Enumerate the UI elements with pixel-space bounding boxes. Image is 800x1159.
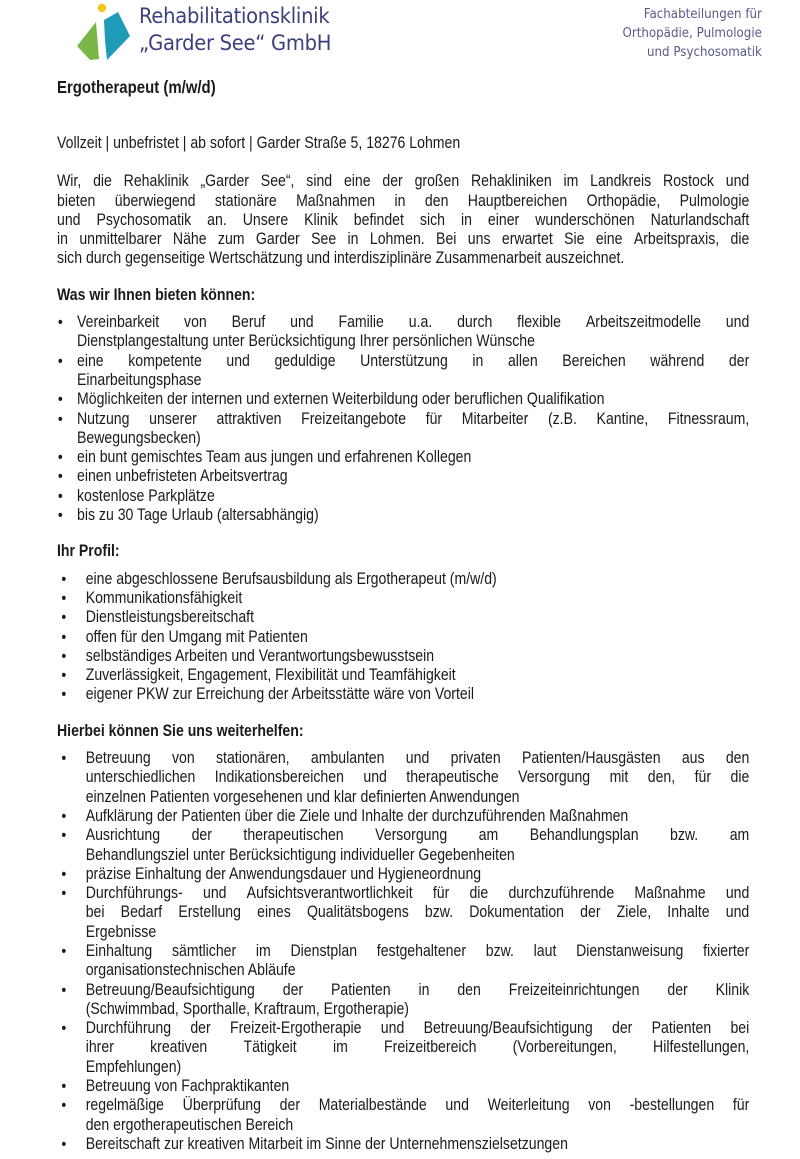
- profile-heading: Ihr Profil:: [57, 542, 120, 561]
- word: eine: [595, 230, 623, 249]
- word: in: [347, 230, 359, 249]
- word: der: [667, 980, 688, 999]
- word: der: [282, 980, 304, 999]
- word: unterschiedlichen: [85, 768, 196, 787]
- word: Vereinbarkeit: [77, 313, 160, 332]
- tasks-list: [57, 749, 749, 1154]
- text-line: Empfehlungen): [85, 1057, 182, 1076]
- list-item: [57, 352, 749, 391]
- word: im: [255, 941, 271, 960]
- word: bzw.: [424, 903, 454, 922]
- word: therapeutischen: [243, 826, 344, 845]
- word: Bei: [436, 230, 457, 249]
- word: und: [290, 313, 314, 332]
- word: in: [57, 230, 68, 249]
- word: therapeutische: [406, 768, 499, 787]
- word: Bedarf: [120, 903, 163, 922]
- offer-heading: Was wir Ihnen bieten können:: [57, 285, 256, 304]
- word: „Garder: [200, 172, 249, 191]
- word: Maßnahme: [634, 884, 706, 903]
- word: Aufsichtsverantwortlichkeit: [246, 884, 413, 903]
- word: großen: [414, 172, 460, 191]
- job-title: Ergotherapeut (m/w/d): [57, 77, 216, 97]
- text-line: [86, 1019, 750, 1038]
- word: Fitnessraum,: [667, 409, 750, 428]
- word: Nähe: [172, 230, 207, 249]
- word: bei: [85, 903, 105, 922]
- word: mit: [609, 768, 629, 787]
- word: Hauptbereichen: [467, 191, 568, 210]
- bullet-icon: •: [61, 667, 67, 685]
- bullet-icon: •: [61, 609, 67, 627]
- list-item: [57, 467, 749, 486]
- word: in: [472, 351, 484, 370]
- word: laut: [533, 941, 557, 960]
- word: Garder: [255, 230, 300, 249]
- word: Freizeitangebote: [301, 409, 407, 428]
- bullet-icon: •: [61, 1097, 67, 1115]
- bullet-icon: •: [57, 352, 63, 370]
- word: Freizeiteinrichtungen: [508, 980, 640, 999]
- word: allen: [507, 351, 538, 370]
- list-item: [57, 749, 749, 807]
- word: und: [202, 884, 227, 903]
- list-item: [57, 981, 749, 1020]
- word: Rehakliniken: [471, 172, 552, 191]
- word: Überprüfung: [182, 1096, 261, 1115]
- list-item: [57, 608, 749, 627]
- clinic-logo-text: [139, 3, 331, 57]
- list-item: [57, 313, 749, 352]
- word: Unsere: [242, 210, 289, 229]
- word: von: [588, 1096, 611, 1115]
- word: am: [729, 826, 750, 845]
- text-line: eine abgeschlossene Berufsausbildung als Ergotherapeut (m/w/d): [85, 569, 497, 588]
- profile-list: [57, 570, 749, 705]
- word: geduldige: [274, 351, 336, 370]
- list-item: [57, 826, 749, 865]
- text-line: kostenlose Parkplätze: [77, 486, 215, 505]
- list-item: [57, 487, 749, 506]
- word: an.: [207, 210, 227, 229]
- list-item: [57, 807, 749, 826]
- text-line: Zuverlässigkeit, Engagement, Flexibilität und Teamfähigkeit: [85, 666, 456, 685]
- word: bzw.: [485, 941, 514, 960]
- logo-name-line2: „Garder See“ GmbH: [139, 31, 332, 55]
- word: Landkreis: [590, 172, 652, 191]
- departments-line3: und Psychosomatik: [647, 45, 762, 60]
- list-item: [57, 570, 749, 589]
- word: bei: [730, 1019, 750, 1038]
- word: Einhaltung: [85, 941, 153, 960]
- word: Pulmologie: [679, 191, 750, 210]
- word: Wir,: [57, 172, 82, 191]
- document-header: [0, 0, 800, 66]
- text-line: [86, 981, 750, 1000]
- bullet-icon: •: [61, 570, 67, 588]
- word: Durchführungs-: [85, 884, 183, 903]
- word: privaten: [450, 749, 501, 768]
- word: Materialbestände: [318, 1096, 427, 1115]
- tasks-heading: Hierbei können Sie uns weiterhelfen:: [57, 721, 304, 740]
- word: Versorgung: [518, 768, 591, 787]
- text-line: offen für den Umgang mit Patienten: [85, 627, 308, 646]
- word: Rostock: [663, 172, 714, 191]
- word: Sie: [564, 230, 585, 249]
- list-item: [57, 410, 749, 449]
- word: von: [171, 749, 195, 768]
- word: und: [725, 313, 750, 332]
- word: durchzuführende: [508, 884, 615, 903]
- text-line: [86, 1038, 750, 1057]
- text-line: [86, 749, 750, 768]
- word: Freizeit-Ergotherapie: [229, 1019, 362, 1038]
- text-line: [86, 884, 750, 903]
- list-item: [57, 628, 749, 647]
- bullet-icon: •: [57, 468, 63, 486]
- word: bieten: [57, 191, 96, 210]
- list-item: [57, 1019, 749, 1077]
- bullet-icon: •: [61, 647, 67, 665]
- text-line: Aufklärung der Patienten über die Ziele und Inhalte der durchzuführenden Maßnahmen: [85, 806, 629, 825]
- text-line: [86, 1096, 750, 1115]
- text-line: Betreuung von Fachpraktikanten: [85, 1077, 290, 1096]
- bullet-icon: •: [57, 507, 63, 525]
- word: Maßnahmen: [296, 191, 376, 210]
- word: den: [457, 980, 481, 999]
- word: ihrer: [85, 1038, 114, 1057]
- word: See“,: [260, 172, 295, 191]
- text-line: [77, 352, 749, 371]
- bullet-icon: •: [57, 391, 63, 409]
- text-line: Ergebnisse: [85, 922, 157, 941]
- word: im: [563, 172, 579, 191]
- word: und: [725, 884, 750, 903]
- bullet-icon: •: [61, 628, 67, 646]
- word: attraktiven: [216, 409, 282, 428]
- text-line: Einarbeitungsphase: [77, 370, 202, 389]
- word: bzw.: [670, 826, 699, 845]
- text-line: Kommunikationsfähigkeit: [85, 588, 243, 607]
- word: kompetente: [128, 351, 202, 370]
- word: die: [730, 230, 750, 249]
- list-item: [57, 942, 749, 981]
- word: Durchführung: [85, 1019, 172, 1038]
- text-line: Behandlungsziel unter Berücksichtigung individueller Gegebenheiten: [85, 845, 515, 864]
- list-item: [57, 647, 749, 666]
- list-item: [57, 865, 749, 884]
- text-line: einzelnen Patienten vorgesehenen und klar definierten Anwendungen: [85, 787, 520, 806]
- word: durch: [457, 313, 493, 332]
- word: befindet: [353, 210, 404, 229]
- text-line: sich durch gegenseitige Wertschätzung und interdisziplinäre Zusammenarbeit auszeichnet.: [57, 249, 625, 268]
- text-line: Bewegungsbecken): [77, 428, 201, 447]
- list-item: [57, 1135, 749, 1154]
- list-item: [57, 1077, 749, 1096]
- word: Hilfestellungen,: [653, 1038, 750, 1057]
- word: Beruf: [231, 313, 266, 332]
- word: sämtlicher: [172, 941, 237, 960]
- word: eines: [257, 903, 291, 922]
- bullet-icon: •: [61, 827, 67, 845]
- word: u.a.: [408, 313, 433, 332]
- bullet-icon: •: [61, 942, 67, 960]
- word: Betreuung/Beaufsichtigung: [423, 1019, 593, 1038]
- word: erwartet: [501, 230, 553, 249]
- bullet-icon: •: [61, 865, 67, 883]
- word: Naturlandschaft: [650, 210, 750, 229]
- text-line: [86, 826, 750, 845]
- word: Mitarbeiter: [461, 409, 529, 428]
- word: der: [728, 351, 750, 370]
- text-line: [57, 211, 749, 230]
- word: überwiegend: [114, 191, 196, 210]
- departments-line1: Fachabteilungen für: [643, 7, 762, 22]
- word: der: [580, 903, 601, 922]
- word: und: [445, 1096, 469, 1115]
- departments-block: [623, 5, 762, 62]
- word: Dokumentation: [469, 903, 564, 922]
- word: Kantine,: [596, 409, 649, 428]
- word: der: [612, 1019, 633, 1038]
- word: Weiterleitung: [487, 1096, 570, 1115]
- word: Rehaklinik: [123, 172, 189, 191]
- word: -bestellungen: [629, 1096, 715, 1115]
- intro-paragraph: [57, 172, 749, 268]
- text-line: [57, 192, 749, 211]
- text-line: ein bunt gemischtes Team aus jungen und erfahrenen Kollegen: [77, 448, 472, 467]
- word: uns: [467, 230, 491, 249]
- word: Dienstplan: [290, 941, 358, 960]
- word: und: [405, 749, 430, 768]
- bullet-icon: •: [61, 686, 67, 704]
- word: Dienstanweisung: [576, 941, 684, 960]
- clinic-logo-icon: [74, 2, 134, 62]
- word: Betreuung: [85, 749, 151, 768]
- word: den,: [647, 768, 676, 787]
- word: und: [725, 903, 750, 922]
- logo-name-line1: Rehabilitationsklinik: [139, 4, 330, 28]
- word: Psychosomatik: [96, 210, 192, 229]
- word: festgehaltener: [376, 941, 467, 960]
- word: die: [469, 884, 489, 903]
- text-line: (Schwimmbad, Sporthalle, Kraftraum, Ergotherapie): [85, 999, 409, 1018]
- word: Qualitätsbogens: [306, 903, 409, 922]
- word: See: [311, 230, 337, 249]
- text-line: präzise Einhaltung der Anwendungsdauer und Hygieneordnung: [85, 864, 482, 883]
- text-line: Möglichkeiten der internen und externen Weiterbildung oder beruflichen Qualifikation: [77, 390, 605, 409]
- word: für: [425, 409, 443, 428]
- word: im: [332, 1038, 348, 1057]
- text-line: [77, 313, 749, 332]
- word: und: [363, 768, 387, 787]
- word: der: [190, 1019, 211, 1038]
- word: Versorgung: [375, 826, 448, 845]
- departments-line2: Orthopädie, Pulmologie: [622, 26, 762, 41]
- text-line: Dienstplangestaltung unter Berücksichtigung Ihrer persönlichen Wünsche: [77, 332, 535, 351]
- word: in: [394, 191, 406, 210]
- bullet-icon: •: [61, 1078, 67, 1096]
- list-item: [57, 884, 749, 942]
- text-line: eigener PKW zur Erreichung der Arbeitsstätte wäre von Vorteil: [85, 685, 474, 704]
- word: Patienten: [651, 1019, 712, 1038]
- list-item: [57, 1096, 749, 1135]
- word: eine: [343, 172, 371, 191]
- text-line: [57, 172, 749, 191]
- word: den: [424, 191, 449, 210]
- word: Behandlungsplan: [529, 826, 639, 845]
- list-item: [57, 666, 749, 685]
- word: in: [418, 980, 430, 999]
- word: Familie: [338, 313, 384, 332]
- list-item: [57, 390, 749, 409]
- word: Klinik: [715, 980, 750, 999]
- list-item: [57, 685, 749, 704]
- word: aus: [681, 749, 705, 768]
- offer-list: [57, 313, 749, 525]
- text-line: [77, 410, 749, 429]
- word: zum: [217, 230, 245, 249]
- text-line: [86, 903, 750, 922]
- list-item: [57, 589, 749, 608]
- word: Arbeitspraxis,: [633, 230, 720, 249]
- word: von: [184, 313, 207, 332]
- bullet-icon: •: [61, 1020, 67, 1038]
- word: stationäre: [214, 191, 277, 210]
- word: für: [732, 1096, 750, 1115]
- text-line: [86, 942, 750, 961]
- text-line: bis zu 30 Tage Urlaub (altersabhängig): [77, 506, 319, 525]
- word: Bereichen: [562, 351, 626, 370]
- word: Nutzung: [77, 409, 130, 428]
- bullet-icon: •: [57, 487, 63, 505]
- word: und: [380, 1019, 405, 1038]
- word: unserer: [149, 409, 197, 428]
- word: Erstellung: [178, 903, 241, 922]
- word: für: [432, 884, 450, 903]
- word: Ausrichtung: [85, 826, 161, 845]
- bullet-icon: •: [57, 410, 63, 428]
- bullet-icon: •: [61, 750, 67, 768]
- word: sind: [306, 172, 333, 191]
- word: den: [725, 749, 750, 768]
- text-line: Bereitschaft zur kreativen Mitarbeit im Sinne der Unternehmenszielsetzungen: [85, 1134, 568, 1153]
- word: und: [57, 210, 81, 229]
- bullet-icon: •: [61, 589, 67, 607]
- word: der: [191, 826, 212, 845]
- text-line: Dienstleistungsbereitschaft: [85, 608, 255, 627]
- word: (z.B.: [547, 409, 577, 428]
- bullet-icon: •: [61, 1135, 67, 1153]
- word: kreativen: [150, 1038, 208, 1057]
- word: und: [226, 351, 250, 370]
- list-item: [57, 448, 749, 467]
- word: und: [725, 172, 750, 191]
- word: der: [279, 1096, 301, 1115]
- word: stationären,: [215, 749, 290, 768]
- bullet-icon: •: [61, 885, 67, 903]
- word: einer: [487, 210, 520, 229]
- word: der: [382, 172, 403, 191]
- word: Lohmen.: [369, 230, 425, 249]
- bullet-icon: •: [57, 314, 63, 332]
- text-line: den ergotherapeutischen Bereich: [85, 1115, 294, 1134]
- word: Patienten/Hausgästen: [521, 749, 661, 768]
- word: regelmäßige: [85, 1096, 164, 1115]
- word: die: [93, 172, 112, 191]
- job-meta: Vollzeit | unbefristet | ab sofort | Garder Straße 5, 18276 Lohmen: [57, 134, 461, 152]
- text-line: selbständiges Arbeiten und Verantwortungsbewusstsein: [85, 646, 435, 665]
- word: in: [460, 210, 472, 229]
- word: Freizeitbereich: [384, 1038, 477, 1057]
- word: während: [650, 351, 705, 370]
- word: ambulanten: [310, 749, 385, 768]
- word: die: [730, 768, 750, 787]
- word: Patienten: [331, 980, 391, 999]
- word: Klinik: [304, 210, 338, 229]
- word: wunderschönen: [535, 210, 635, 229]
- word: (Vorbereitungen,: [512, 1038, 617, 1057]
- word: eine: [77, 351, 104, 370]
- word: flexible: [517, 313, 562, 332]
- word: Orthopädie,: [586, 191, 661, 210]
- word: Unterstützung: [360, 351, 448, 370]
- word: Tätigkeit: [243, 1038, 297, 1057]
- word: Betreuung/Beaufsichtigung: [85, 980, 255, 999]
- word: für: [694, 768, 712, 787]
- word: am: [478, 826, 499, 845]
- word: Ziele,: [616, 903, 652, 922]
- text-line: [57, 230, 749, 249]
- bullet-icon: •: [61, 807, 67, 825]
- bullet-icon: •: [61, 981, 67, 999]
- job-posting: [57, 78, 749, 1154]
- word: fixierter: [703, 941, 750, 960]
- word: Inhalte: [667, 903, 710, 922]
- word: unmittelbarer: [79, 230, 162, 249]
- text-line: organisationstechnischen Abläufe: [85, 961, 296, 980]
- bullet-icon: •: [57, 449, 63, 467]
- list-item: [57, 506, 749, 525]
- word: Arbeitszeitmodelle: [585, 313, 701, 332]
- text-line: [86, 768, 750, 787]
- word: sich: [419, 210, 445, 229]
- text-line: einen unbefristeten Arbeitsvertrag: [77, 467, 288, 486]
- word: Indikationsbereichen: [214, 768, 344, 787]
